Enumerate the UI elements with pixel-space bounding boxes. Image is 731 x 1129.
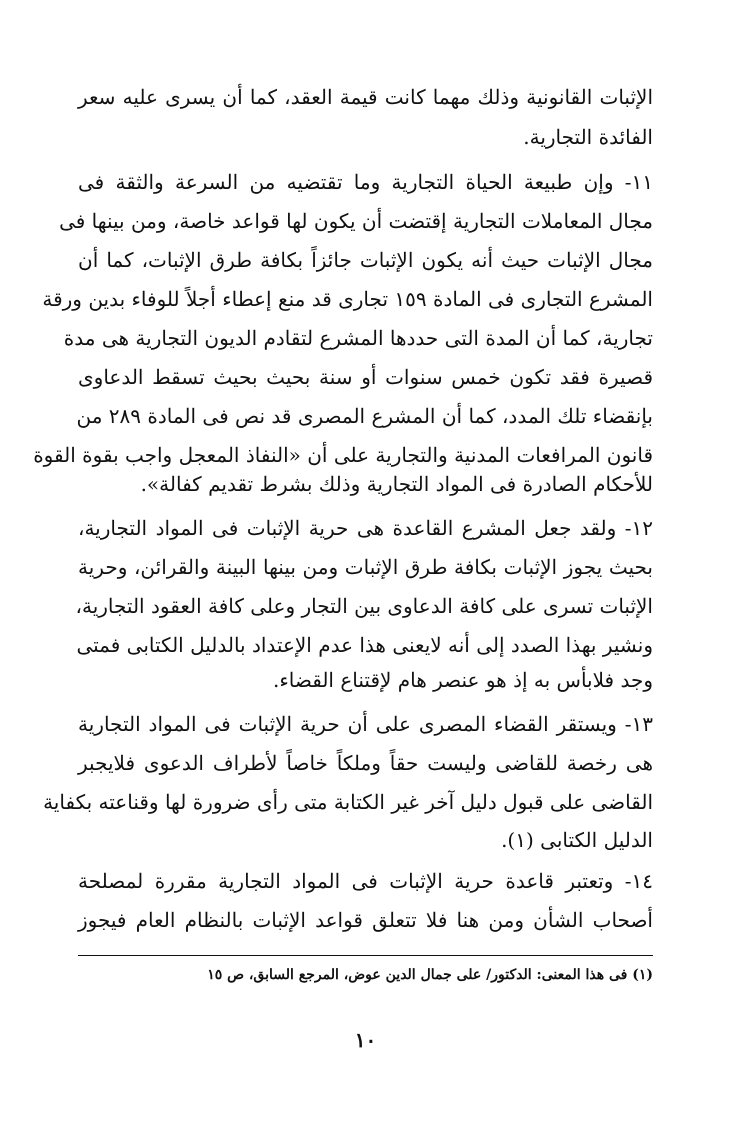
body-text-line: مجال الإثبات حيث أنه يكون الإثبات جائزاً بكافة طرق الإثبات، كما أن <box>78 248 653 272</box>
body-text-line: هى رخصة للقاضى وليست حقاً وملكاً خاصاً لأطراف الدعوى فلايجبر <box>78 751 653 775</box>
body-text-line: وجد فلابأس به إذ هو عنصر هام لإقتناع القضاء. <box>273 668 653 692</box>
footnote: (١) فى هذا المعنى: الدكتور/ على جمال الدين عوض، المرجع السابق، ص ١٥ <box>207 967 653 983</box>
paragraph-14-start: ١٤- وتعتبر قاعدة حرية الإثبات فى المواد التجارية مقررة لمصلحة <box>78 869 653 893</box>
paragraph-11-start: ١١- وإن طبيعة الحياة التجارية وما تقتضيه من السرعة والثقة فى <box>78 170 653 194</box>
footnote-separator <box>78 955 653 956</box>
body-text-line: قصيرة فقد تكون خمس سنوات أو سنة بحيث بحيث تسقط الدعاوى <box>78 365 653 389</box>
body-text-line: ونشير بهذا الصدد إلى أنه لايعنى هذا عدم الإعتداد بالدليل الكتابى فمتى <box>76 633 653 657</box>
body-text-line: مجال المعاملات التجارية إقتضت أن يكون لها قواعد خاصة، ومن بينها فى <box>59 209 653 233</box>
body-text-line: القاضى على قبول دليل آخر غير الكتابة متى رأى ضرورة لها وقناعته بكفاية <box>43 790 653 814</box>
body-text-line: تجارية، كما أن المدة التى حددها المشرع لتقادم الديون التجارية هى مدة <box>63 326 653 350</box>
body-text-line: المشرع التجارى فى المادة ١٥٩ تجارى قد منع إعطاء أجلاً للوفاء بدين ورقة <box>42 287 653 311</box>
body-text-line: الفائدة التجارية. <box>523 125 653 149</box>
body-text-line: أصحاب الشأن ومن هنا فلا تتعلق قواعد الإثبات بالنظام العام فيجوز <box>78 908 653 932</box>
page-number: ١٠ <box>354 1028 377 1052</box>
body-text-line: الإثبات القانونية وذلك مهما كانت قيمة العقد، كما أن يسرى عليه سعر <box>78 85 653 109</box>
body-text-line: للأحكام الصادرة فى المواد التجارية وذلك بشرط تقديم كفالة». <box>140 472 653 496</box>
body-text-line: قانون المرافعات المدنية والتجارية على أن «النفاذ المعجل واجب بقوة القوة <box>33 443 653 467</box>
body-text-line: بإنقضاء تلك المدد، كما أن المشرع المصرى قد نص فى المادة ٢٨٩ من <box>76 404 653 428</box>
body-text-line: بحيث يجوز الإثبات بكافة طرق الإثبات ومن بينها البينة والقرائن، وحرية <box>78 555 653 579</box>
paragraph-13-start: ١٣- ويستقر القضاء المصرى على أن حرية الإثبات فى المواد التجارية <box>78 712 653 736</box>
paragraph-12-start: ١٢- ولقد جعل المشرع القاعدة هى حرية الإثبات فى المواد التجارية، <box>78 516 653 540</box>
body-text-line: الدليل الكتابى (١). <box>501 828 653 852</box>
body-text-line: الإثبات تسرى على كافة الدعاوى بين التجار وعلى كافة العقود التجارية، <box>75 594 653 618</box>
